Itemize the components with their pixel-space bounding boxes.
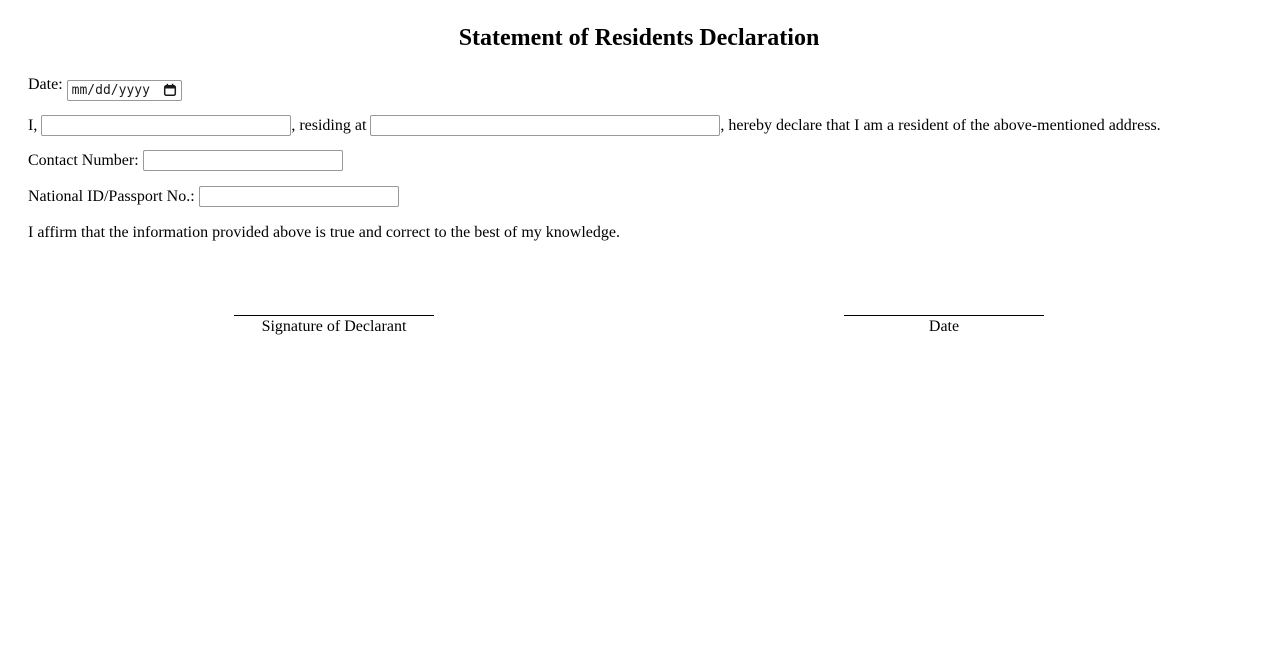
- page-title: Statement of Residents Declaration: [458, 25, 820, 51]
- contact-row: [28, 150, 1250, 172]
- signature-line-block: [234, 315, 434, 336]
- calendar-icon[interactable]: [163, 83, 177, 97]
- declaration-suffix: , hereby declare that I am a resident of the above-mentioned address.: [720, 116, 1161, 134]
- contact-label: Contact Number:: [28, 152, 139, 170]
- date-input[interactable]: [67, 80, 182, 101]
- name-input[interactable]: [41, 115, 291, 136]
- date-line-block: [844, 315, 1044, 336]
- date-placeholder: mm/dd/yyyy: [71, 82, 150, 98]
- national-id-row: [28, 186, 1250, 208]
- declaration-middle: , residing at: [291, 116, 371, 134]
- contact-input[interactable]: [143, 150, 343, 171]
- affirmation-text: I affirm that the information provided above is true and correct to the best of my knowledge.: [28, 223, 620, 241]
- address-input[interactable]: [370, 115, 720, 136]
- national-id-label: National ID/Passport No.:: [28, 188, 195, 206]
- date-row: [28, 74, 1250, 101]
- date-label: Date:: [28, 75, 63, 93]
- declaration-prefix: I,: [28, 116, 38, 134]
- signature-section: [234, 315, 1044, 336]
- date-line-label: Date: [928, 318, 960, 336]
- signature-line-label: Signature of Declarant: [261, 318, 407, 336]
- national-id-input[interactable]: [199, 186, 399, 207]
- declaration-sentence: [28, 115, 1250, 137]
